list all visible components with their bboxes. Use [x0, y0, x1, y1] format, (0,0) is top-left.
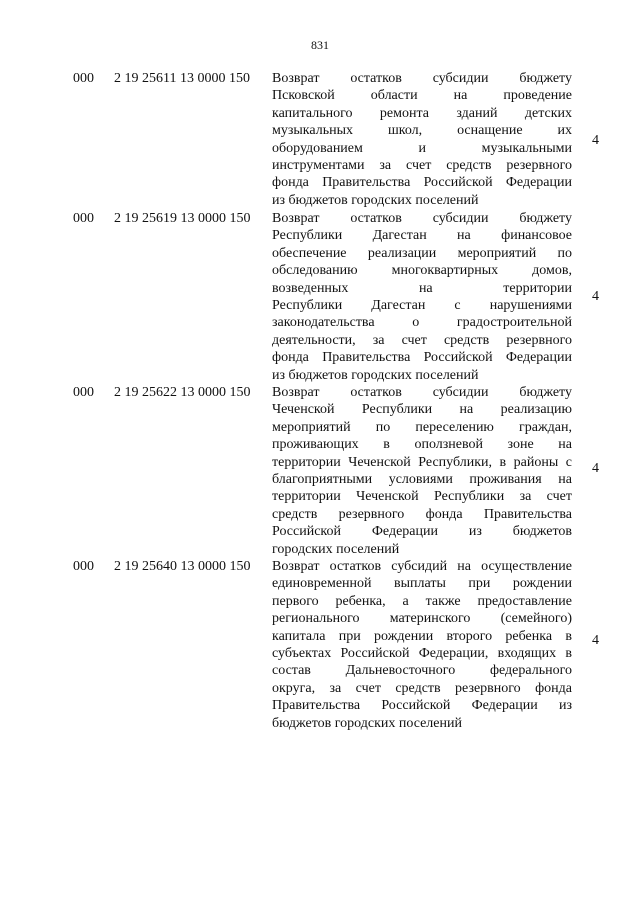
description-line: единовременной выплаты при рождении: [272, 576, 572, 592]
description-line: состав Дальневосточного федерального: [272, 663, 572, 679]
admin-code: 000: [73, 559, 94, 574]
description-line: бюджетов городских поселений: [272, 715, 462, 731]
description-line: Российской Федерации из бюджетов: [272, 524, 572, 540]
description-line: Возврат остатков субсидии бюджету: [272, 71, 572, 86]
description-line: городских поселений: [272, 541, 400, 557]
description-line: территории Чеченской Республики за счет: [272, 489, 572, 505]
budget-classification-code: 2 19 25640 13 0000 150: [114, 559, 251, 574]
description-line: регионального материнского (семейного): [272, 611, 572, 627]
amount-value: 4: [592, 633, 599, 648]
amount-value: 4: [592, 289, 599, 304]
description-line: законодательства о градостроительной: [272, 315, 572, 331]
description-line: обследованию многоквартирных домов,: [272, 263, 572, 279]
description-line: первого ребенка, а также предоставление: [272, 593, 572, 609]
description: [272, 384, 572, 558]
description: [272, 558, 572, 732]
description-line: фонда Правительства Российской Федерации: [272, 350, 572, 366]
description-line: Псковской области на проведение: [272, 88, 572, 104]
description-line: субъектах Российской Федерации, входящих в: [272, 646, 572, 662]
amount-value: 4: [592, 461, 599, 476]
description-line: инструментами за счет средств резервного: [272, 158, 572, 174]
description-line: Возврат остатков субсидий на осуществление: [272, 559, 572, 574]
admin-code: 000: [73, 71, 94, 86]
description-line: оборудованием и музыкальными: [272, 140, 572, 156]
description-line: Республики Дагестан на финансовое: [272, 228, 572, 244]
description-line: Чеченской Республики на реализацию: [272, 402, 572, 418]
description: [272, 70, 572, 209]
amount-value: 4: [592, 133, 599, 148]
description-line: благоприятными условиями проживания на: [272, 472, 572, 488]
budget-classification-code: 2 19 25619 13 0000 150: [114, 211, 251, 226]
admin-code: 000: [73, 211, 94, 226]
budget-classification-code: 2 19 25611 13 0000 150: [114, 71, 250, 86]
description-line: обеспечение реализации мероприятий по: [272, 245, 572, 261]
admin-code: 000: [73, 385, 94, 400]
description-line: фонда Правительства Российской Федерации: [272, 175, 572, 191]
description-line: из бюджетов городских поселений: [272, 192, 479, 208]
description-line: музыкальных школ, оснащение их: [272, 123, 572, 139]
description-line: Правительства Российской Федерации из: [272, 698, 572, 714]
description-line: Возврат остатков субсидии бюджету: [272, 385, 572, 400]
description-line: деятельности, за счет средств резервного: [272, 332, 572, 348]
description-line: проживающих в оползневой зоне на: [272, 437, 572, 453]
description-line: из бюджетов городских поселений: [272, 367, 479, 383]
description-line: округа, за счет средств резервного фонда: [272, 680, 572, 696]
page-number: 831: [311, 38, 329, 52]
budget-classification-code: 2 19 25622 13 0000 150: [114, 385, 251, 400]
description: [272, 210, 572, 384]
description-line: возведенных на территории: [272, 280, 572, 296]
description-line: Республики Дагестан с нарушениями: [272, 298, 572, 314]
description-line: капитального ремонта зданий детских: [272, 105, 572, 121]
description-line: территории Чеченской Республики, в районы с: [272, 454, 572, 470]
description-line: мероприятий по переселению граждан,: [272, 419, 572, 435]
description-line: средств резервного фонда Правительства: [272, 506, 572, 522]
description-line: капитала при рождении второго ребенка в: [272, 628, 572, 644]
description-line: Возврат остатков субсидии бюджету: [272, 211, 572, 226]
